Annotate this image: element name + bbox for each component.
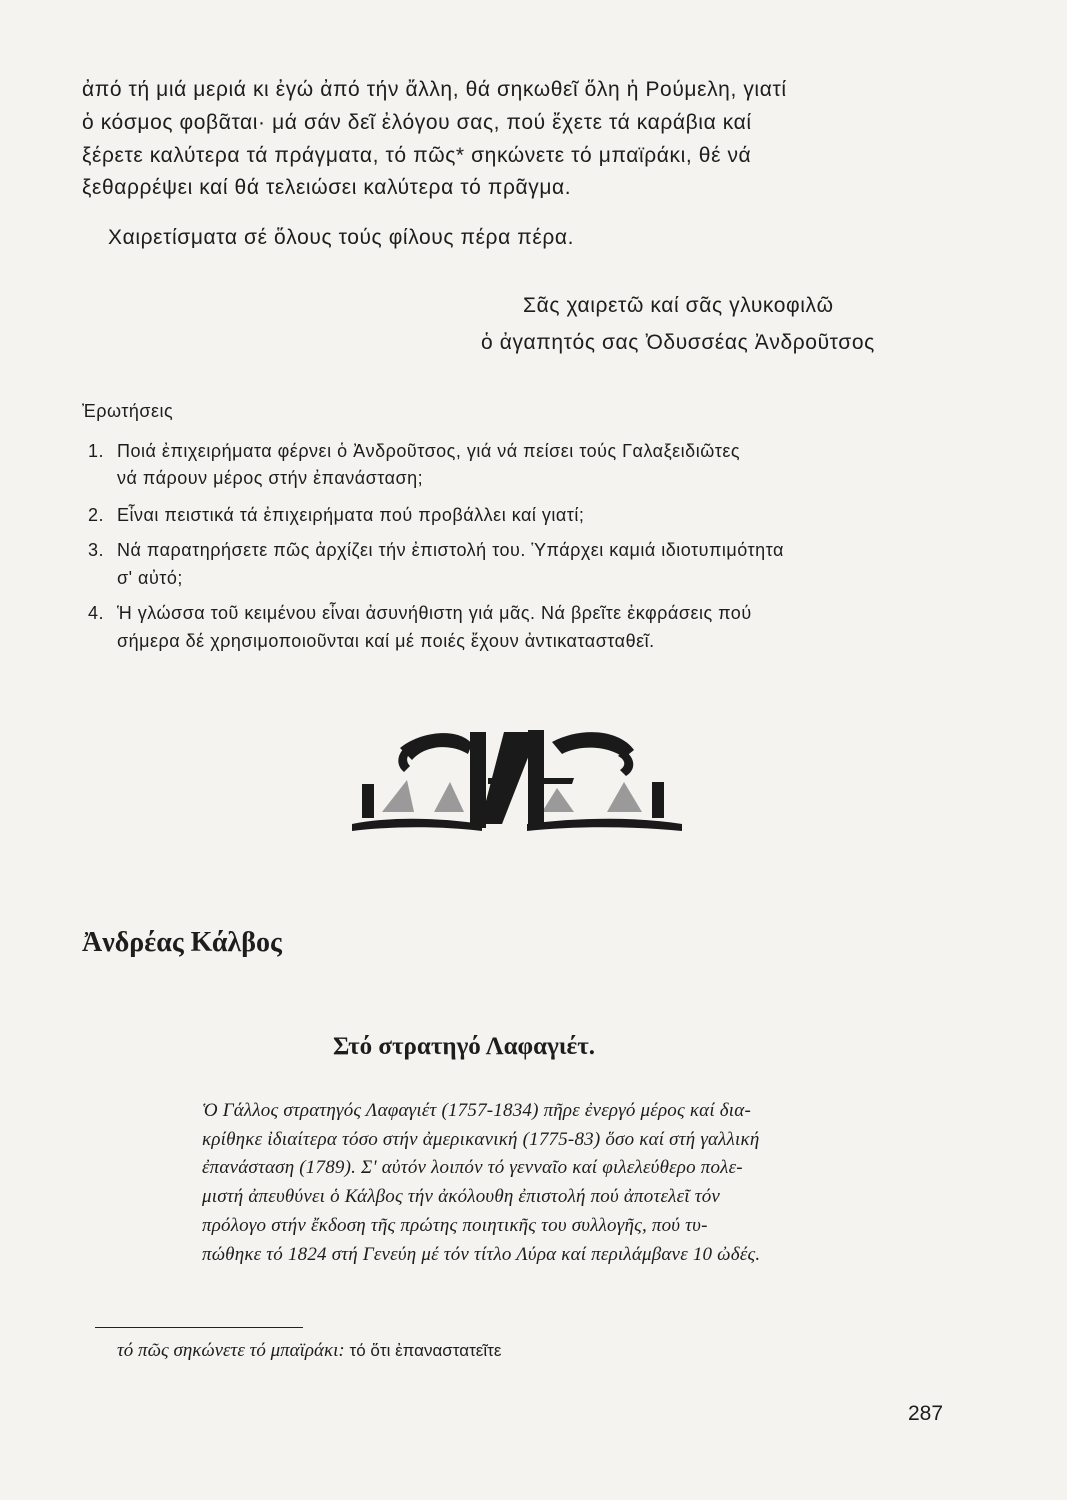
intro-line-5: πρόλογο στήν ἔκδοση τῆς πρώτης ποιητικῆς του συλλογῆς, πού τυ- (202, 1215, 708, 1236)
intro-line-1: Ὁ Γάλλος στρατηγός Λαφαγιέτ (1757-1834) πῆρε ἐνεργό μέρος καί δια- (202, 1100, 751, 1121)
letter-line-1: ἀπό τή μιά μεριά κι ἐγώ ἀπό τήν ἄλλη, θά σηκωθεῖ ὅλη ἡ Ρούμελη, γιατί (82, 78, 787, 101)
author-name: Ἀνδρέας Κάλβος (82, 927, 282, 958)
question-1-line-2: νά πάρουν μέρος στήν ἐπανάσταση; (117, 468, 424, 488)
questions-heading: Ἐρωτήσεις (82, 401, 174, 421)
question-3-number: 3. (88, 540, 105, 560)
question-4-line-1: Ἡ γλώσσα τοῦ κειμένου εἶναι ἀσυνήθιστη γιά μᾶς. Νά βρεῖτε ἐκφράσεις πού (117, 603, 752, 623)
intro-line-6: πώθηκε τό 1824 στή Γενεύη μέ τόν τίτλο Λύρα καί περιλάμβανε 10 ὠδές. (202, 1244, 761, 1265)
footnote-term: τό πῶς σηκώνετε τό μπαϊράκι: (117, 1340, 345, 1361)
footnote-divider (95, 1327, 303, 1328)
question-1-line-1: Ποιά ἐπιχειρήματα φέρνει ὁ Ἀνδροῦτσος, γιά νά πείσει τούς Γαλαξειδιῶτες (117, 441, 741, 461)
question-1-number: 1. (88, 441, 105, 461)
section-title: Στό στρατηγό Λαφαγιέτ. (333, 1033, 595, 1060)
intro-line-2: κρίθηκε ἰδιαίτερα τόσο στήν ἀμερικανική (1775-83) ὅσο καί στή γαλλική (202, 1129, 760, 1150)
letter-line-3: ξέρετε καλύτερα τά πράγματα, τό πῶς* σηκώνετε τό μπαϊράκι, θέ νά (82, 144, 752, 167)
intro-line-4: μιστή ἀπευθύνει ὁ Κάλβος τήν ἀκόλουθη ἐπιστολή πού ἀποτελεῖ τόν (202, 1186, 721, 1207)
letter-line-4: ξεθαρρέψει καί θά τελειώσει καλύτερα τό πρᾶγμα. (82, 176, 572, 199)
ornament-ships-icon (352, 720, 682, 840)
question-2-line-1: Εἶναι πειστικά τά ἐπιχειρήματα πού προβάλλει καί γιατί; (117, 505, 585, 525)
question-4-number: 4. (88, 603, 105, 623)
question-4-line-2: σήμερα δέ χρησιμοποιοῦνται καί μέ ποιές ἔχουν ἀντικατασταθεῖ. (117, 631, 655, 651)
question-3-line-1: Νά παρατηρήσετε πῶς ἀρχίζει τήν ἐπιστολή του. Ὑπάρχει καμιά ιδιοτυπιμότητα (117, 540, 784, 560)
question-3-line-2: σ' αὐτό; (117, 568, 183, 588)
footnote-definition: τό ὅτι ἐπαναστατεῖτε (349, 1341, 502, 1360)
question-2-number: 2. (88, 505, 105, 525)
letter-signature: ὁ ἀγαπητός σας Ὀδυσσέας Ἀνδροῦτσος (481, 331, 875, 354)
letter-greeting: Χαιρετίσματα σέ ὅλους τούς φίλους πέρα πέρα. (108, 226, 575, 249)
page-number: 287 (908, 1402, 944, 1425)
intro-line-3: ἐπανάσταση (1789). Σ' αὐτόν λοιπόν τό γενναῖο καί φιλελεύθερο πολε- (202, 1157, 743, 1178)
footnote (117, 1340, 501, 1362)
letter-closing: Σᾶς χαιρετῶ καί σᾶς γλυκοφιλῶ (523, 294, 834, 317)
letter-line-2: ὁ κόσμος φοβᾶται· μά σάν δεῖ ἐλόγου σας, πού ἔχετε τά καράβια καί (82, 111, 752, 134)
